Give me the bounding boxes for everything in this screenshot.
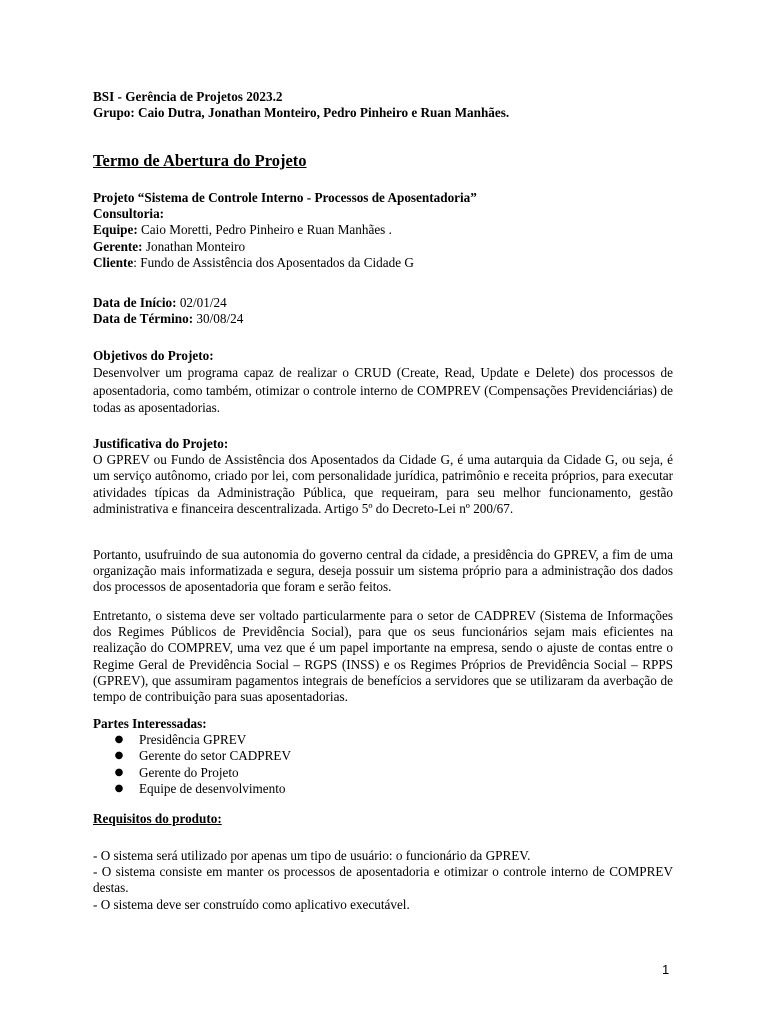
- requirements-heading: Requisitos do produto:: [93, 811, 222, 826]
- list-item: ● Gerente do setor CADPREV: [114, 748, 291, 764]
- consultoria-label: Consultoria:: [93, 206, 165, 222]
- cliente-label: Cliente: [93, 254, 134, 270]
- page-number: 1: [662, 962, 670, 977]
- bullet-icon: ●: [114, 734, 124, 746]
- justification-paragraph-1: O GPREV ou Fundo de Assistência dos Aposentados da Cidade G, é uma autarquia da Cidade G, ou seja, é um serviço autônomo, criado por lei, com personalidade jurídica, patrimônio e receita próprios, para executar atividades típicas da Administração Pública, que requeiram, para seu melhor funcionamento, gestão administrativa e financeira descentralizada. Artigo 5º do Decreto-Lei nº 200/67.: [93, 452, 673, 516]
- course-line: BSI - Gerência de Projetos 2023.2: [93, 89, 283, 104]
- list-item: ● Equipe de desenvolvimento: [114, 780, 286, 796]
- project-name: Projeto “Sistema de Controle Interno - Processos de Aposentadoria”: [93, 190, 477, 205]
- start-date-line: [93, 295, 673, 311]
- bullet-icon: ●: [114, 750, 124, 762]
- justification-paragraph-2: Portanto, usufruindo de sua autonomia do governo central da cidade, a presidência do GPREV, a fim de uma organização mais informatizada e segura, deseja possuir um sistema próprio para a administração dos dados dos processos de aposentadoria que foram e serão feitos.: [93, 547, 673, 595]
- equipe-line: [93, 222, 673, 238]
- equipe-value: Caio Moretti, Pedro Pinheiro e Ruan Manhães .: [137, 222, 392, 238]
- cliente-value: : Fundo de Assistência dos Aposentados da Cidade G: [133, 254, 414, 270]
- justification-section: [93, 436, 673, 517]
- document-title-block: [93, 151, 673, 171]
- justification-paragraph-2-block: [93, 547, 673, 596]
- list-item: ● Presidência GPREV: [114, 732, 247, 748]
- start-date-value: 02/01/24: [176, 295, 227, 310]
- gerente-line: [93, 239, 673, 255]
- stakeholders-heading: Partes Interessadas:: [93, 716, 207, 731]
- project-dates: [93, 295, 673, 327]
- stakeholders-list: [93, 732, 673, 797]
- justification-paragraph-3-block: [93, 608, 673, 705]
- objectives-text: Desenvolver um programa capaz de realizar o CRUD (Create, Read, Update e Delete) dos processos de aposentadoria, como também, otimizar o controle interno de COMPREV (Compensações Previdenciárias) de todas as aposentadorias.: [93, 365, 673, 416]
- objectives-heading: Objetivos do Projeto:: [93, 348, 214, 363]
- objectives-section: [93, 348, 673, 416]
- bullet-icon: ●: [114, 782, 124, 794]
- requirements-list: [93, 848, 673, 913]
- equipe-label: Equipe:: [93, 222, 138, 238]
- gerente-value: Jonathan Monteiro: [142, 238, 246, 254]
- project-info: [93, 190, 673, 271]
- requirement-item: - O sistema será utilizado por apenas um tipo de usuário: o funcionário da GPREV.: [93, 848, 531, 863]
- start-date-label: Data de Início:: [93, 295, 177, 310]
- justification-heading: Justificativa do Projeto:: [93, 436, 229, 451]
- end-date-label: Data de Término:: [93, 311, 194, 327]
- gerente-label: Gerente:: [93, 238, 143, 254]
- document-title: Termo de Abertura do Projeto: [93, 151, 307, 170]
- list-item: ● Gerente do Projeto: [114, 764, 239, 780]
- requirement-item: - O sistema deve ser construído como aplicativo executável.: [93, 896, 410, 912]
- group-line: Grupo: Caio Dutra, Jonathan Monteiro, Pedro Pinheiro e Ruan Manhães.: [93, 105, 510, 121]
- document-header: [93, 89, 673, 121]
- requirement-item: - O sistema consiste em manter os processos de aposentadoria e otimizar o controle interno de COMPREV destas.: [93, 864, 673, 896]
- end-date-line: [93, 311, 673, 327]
- stakeholders-section: [93, 716, 673, 797]
- bullet-icon: ●: [114, 766, 124, 778]
- requirements-heading-block: [93, 811, 673, 827]
- cliente-line: [93, 255, 673, 271]
- justification-paragraph-3: Entretanto, o sistema deve ser voltado particularmente para o setor de CADPREV (Sistema de Informações dos Regimes Públicos de Previdência Social), para que os seus funcionários sejam mais eficientes na realização do COMPREV, uma vez que é um papel importante na empresa, sendo o ajuste de contas entre o Regime Geral de Previdência Social – RGPS (INSS) e os Regimes Próprios de Previdência Social – RPPS (GPREV), que assumiram pagamentos integrais de benefícios a servidores que se utilizaram da averbação de tempo de contribuição para suas aposentadorias.: [93, 608, 673, 705]
- end-date-value: 30/08/24: [193, 311, 244, 327]
